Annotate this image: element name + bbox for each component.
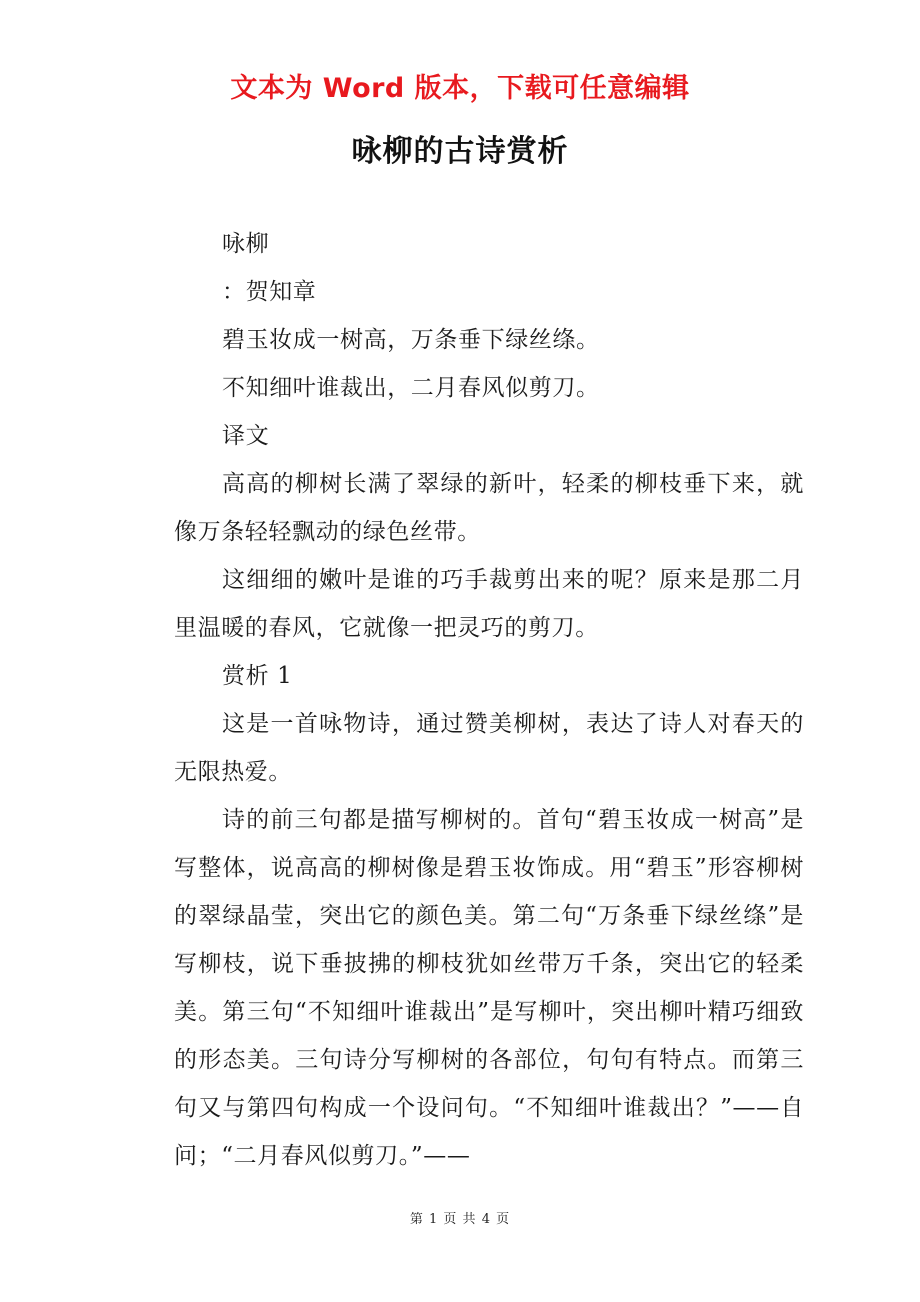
- translation-paragraph-1: 高高的柳树长满了翠绿的新叶，轻柔的柳枝垂下来，就像万条轻轻飘动的绿色丝带。: [174, 471, 804, 545]
- poem-line-1: 碧玉妆成一树高，万条垂下绿丝绦。: [222, 327, 600, 353]
- document-title: 咏柳的古诗赏析: [351, 134, 569, 169]
- poem-author: ：贺知章: [222, 279, 317, 305]
- appreciation-paragraph-2: 诗的前三句都是描写柳树的。首句“碧玉妆成一树高”是写整体，说高高的柳树像是碧玉妆饰成。用“碧玉”形容柳树的翠绿晶莹，突出它的颜色美。第二句“万条垂下绿丝绦”是写柳枝，说下垂披拂的柳枝犹如丝带万千条，突出它的轻柔美。第三句“不知细叶谁裁出”是写柳叶，突出柳叶精巧细致的形态美。三句诗分写柳树的各部位，句句有特点。而第三句又与第四句构成一个设问句。“不知细叶谁裁出？”——自问；“二月春风似剪刀。”——: [174, 807, 804, 1169]
- translation-paragraph-2: 这细细的嫩叶是谁的巧手裁剪出来的呢？原来是那二月里温暖的春风，它就像一把灵巧的剪刀。: [174, 567, 804, 641]
- section-heading-appreciation: 赏析 1: [222, 663, 293, 689]
- page-number: 第 1 页 共 4 页: [409, 1212, 511, 1227]
- poem-line-2: 不知细叶谁裁出，二月春风似剪刀。: [222, 375, 600, 401]
- appreciation-paragraph-1: 这是一首咏物诗，通过赞美柳树，表达了诗人对春天的无限热爱。: [174, 711, 804, 785]
- poem-title: 咏柳: [222, 231, 270, 257]
- document-body: [174, 220, 804, 1180]
- download-banner: 文本为 Word 版本，下载可任意编辑: [230, 73, 690, 104]
- section-heading-translation: 译文: [222, 423, 270, 449]
